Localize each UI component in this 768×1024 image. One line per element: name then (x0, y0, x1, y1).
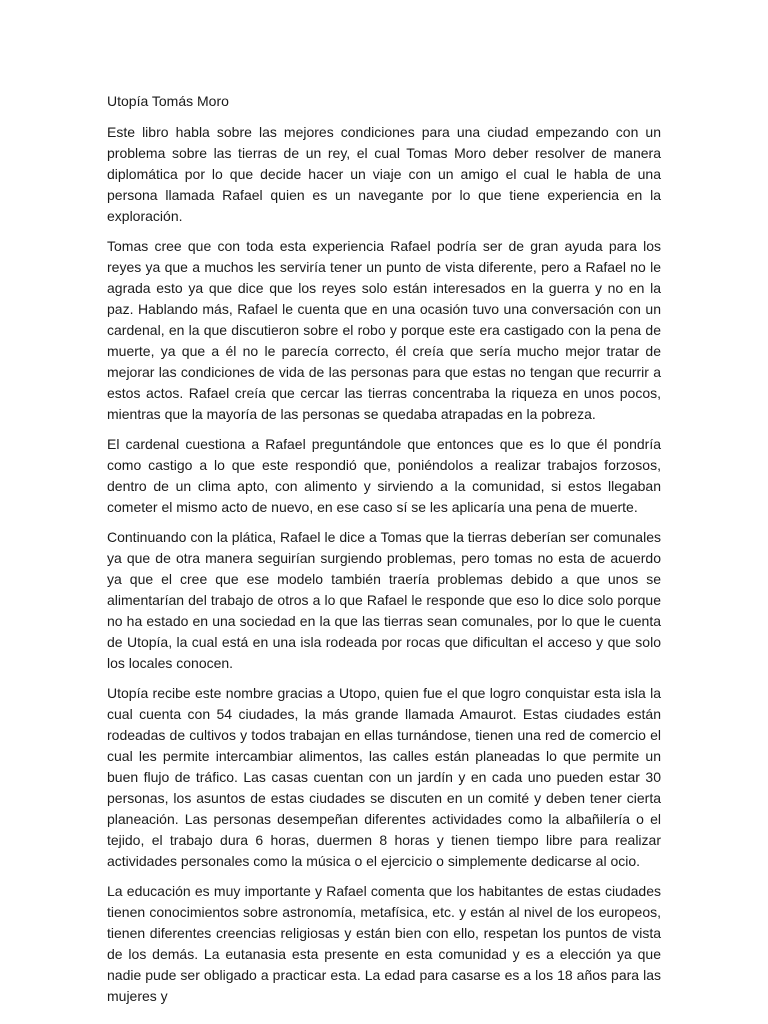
paragraph: Este libro habla sobre las mejores condiciones para una ciudad empezando con un problema sobre las tierras de un rey, el cual Tomas Moro deber resolver de manera diplomática por lo que decide hacer un viaje con un amigo el cual le habla de una persona llamada Rafael quien es un navegante por lo que tiene experiencia en la exploración. (107, 124, 661, 224)
paragraph: Continuando con la plática, Rafael le dice a Tomas que la tierras deberían ser comunales ya que de otra manera seguirían surgiendo problemas, pero tomas no esta de acuerdo ya que el cree que ese modelo también traería problemas debido a que unos se alimentarían del trabajo de otros a lo que Rafael le responde que eso lo dice solo porque no ha estado en una sociedad en la que las tierras sean comunales, por lo que le cuenta de Utopía, la cual está en una isla rodeada por rocas que dificultan el acceso y que solo los locales conocen. (107, 529, 661, 671)
document-title: Utopía Tomás Moro (107, 93, 229, 109)
paragraph: La educación es muy importante y Rafael comenta que los habitantes de estas ciudades tienen conocimientos sobre astronomía, metafísica, etc. y están al nivel de los europeos, tienen diferentes creencias religiosas y están bien con ello, respetan los puntos de vista de los demás. La eutanasia esta presente en esta comunidad y es a elección ya que nadie pude ser obligado a practicar esta. La edad para casarse es a los 18 años para las mujeres y (107, 883, 661, 1004)
paragraph: El cardenal cuestiona a Rafael preguntándole que entonces que es lo que él pondría como castigo a lo que este respondió que, poniéndolos a realizar trabajos forzosos, dentro de un clima apto, con alimento y sirviendo a la comunidad, si estos llegaban cometer el mismo acto de nuevo, en ese caso sí se les aplicaría una pena de muerte. (107, 436, 661, 515)
paragraph: Tomas cree que con toda esta experiencia Rafael podría ser de gran ayuda para los reyes ya que a muchos les serviría tener un punto de vista diferente, pero a Rafael no le agrada esto ya que dice que los reyes solo están interesados en la guerra y no en la paz. Hablando más, Rafael le cuenta que en una ocasión tuvo una conversación con un cardenal, en la que discutieron sobre el robo y porque este era castigado con la pena de muerte, ya que a él no le parecía correcto, él creía que sería mucho mejor tratar de mejorar las condiciones de vida de las personas para que estas no tengan que recurrir a estos actos. Rafael creía que cercar las tierras concentraba la riqueza en unos pocos, mientras que la mayoría de las personas se quedaba atrapadas en la pobreza. (107, 238, 661, 422)
document-page (107, 91, 661, 1016)
paragraph: Utopía recibe este nombre gracias a Utopo, quien fue el que logro conquistar esta isla la cual cuenta con 54 ciudades, la más grande llamada Amaurot. Estas ciudades están rodeadas de cultivos y todos trabajan en ellas turnándose, tienen una red de comercio el cual les permite intercambiar alimentos, las calles están planeadas lo que permite un buen flujo de tráfico. Las casas cuentan con un jardín y en cada uno pueden estar 30 personas, los asuntos de estas ciudades se discuten en un comité y deben tener cierta planeación. Las personas desempeñan diferentes actividades como la albañilería o el tejido, el trabajo dura 6 horas, duermen 8 horas y tienen tiempo libre para realizar actividades personales como la música o el ejercicio o simplemente dedicarse al ocio. (107, 685, 661, 869)
